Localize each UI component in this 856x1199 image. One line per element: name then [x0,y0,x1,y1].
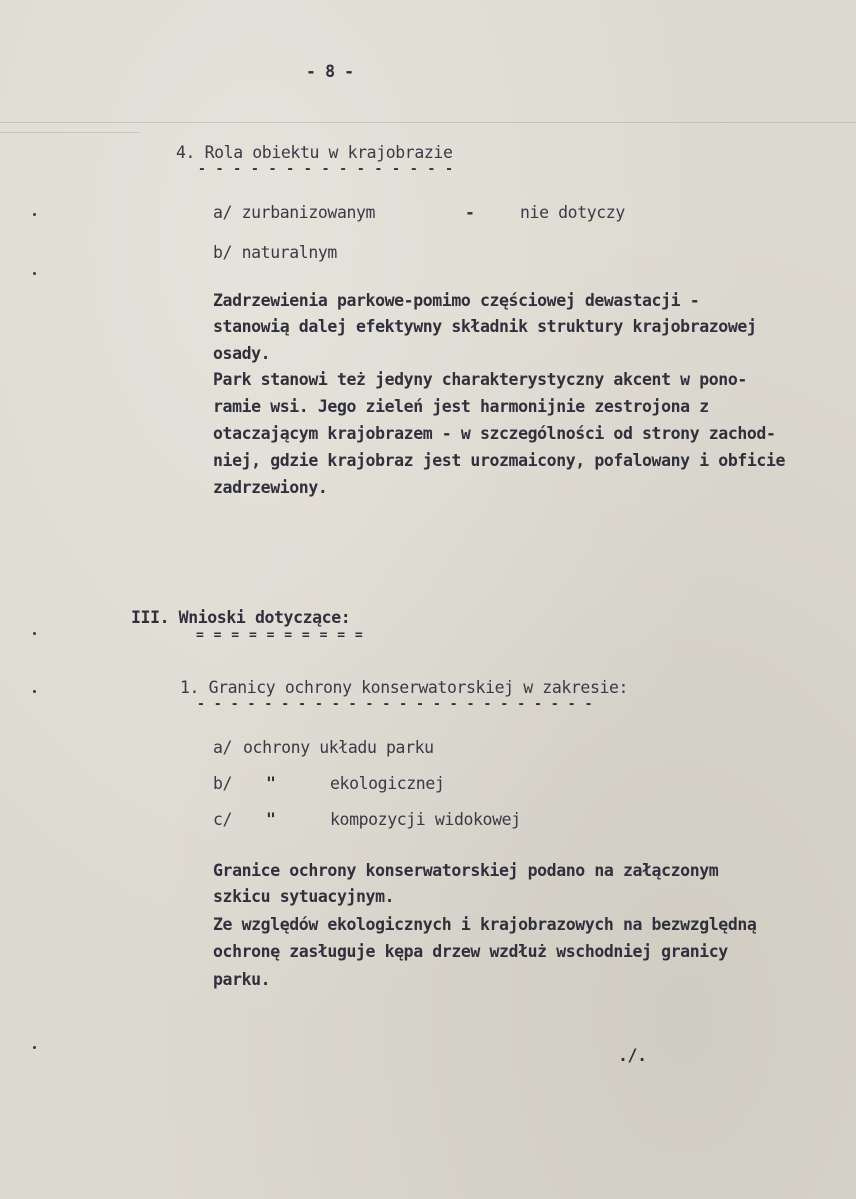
subsection-1-underline: - - - - - - - - - - - - - - - - - - - - - - - - [197,697,594,712]
list-item-text: kompozycji widokowej [330,810,521,829]
item-a-label: a/ zurbanizowanym [213,203,376,222]
page-number: - 8 - [306,62,354,81]
ditto-mark: " [266,774,276,793]
item-a-value: nie dotyczy [520,203,625,222]
page-fold-line [0,122,856,123]
subsection-1-paragraph-line: ochronę zasługuje kępa drzew wzdłuż wschodniej granicy [213,942,728,961]
section-4-paragraph-line: otaczającym krajobrazem - w szczególności od strony zachod- [213,424,776,443]
section-iii-heading: III. Wnioski dotyczące: [131,608,351,627]
section-4-paragraph-line: niej, gdzie krajobraz jest urozmaicony, pofalowany i obficie [213,451,786,470]
subsection-1-paragraph-line: parku. [213,970,271,989]
section-4-underline: - - - - - - - - - - - - - - - [198,162,454,177]
continuation-mark: ./. [618,1046,647,1065]
list-item-letter: b/ [213,774,233,793]
item-a-dash: - [465,203,475,222]
list-item-text: ochrony układu parku [243,738,434,757]
section-4-heading: 4. Rola obiektu w krajobrazie [176,143,453,162]
margin-dot [33,690,36,693]
page-fold-line-short [0,132,140,133]
list-item-text: ekologicznej [330,774,445,793]
margin-dot [33,272,36,275]
list-item-letter: c/ [213,810,233,829]
subsection-1-paragraph-line: szkicu sytuacyjnym. [213,887,395,906]
section-4-paragraph-line: Zadrzewienia parkowe-pomimo częściowej dewastacji - [213,291,700,310]
ditto-mark: " [266,810,276,829]
margin-dot [33,1046,36,1049]
subsection-1-paragraph-line: Ze względów ekologicznych i krajobrazowych na bezwzględną [213,915,757,934]
subsection-1-heading: 1. Granicy ochrony konserwatorskiej w zakresie: [180,678,629,697]
section-4-paragraph-line: zadrzewiony. [213,478,328,497]
margin-dot [33,213,36,216]
section-iii-underline: = = = = = = = = = = [196,628,364,643]
item-b-label: b/ naturalnym [213,243,337,262]
section-4-paragraph-line: stanowią dalej efektywny składnik struktury krajobrazowej [213,317,757,336]
section-4-paragraph-line: ramie wsi. Jego zieleń jest harmonijnie zestrojona z [213,397,709,416]
section-4-paragraph-line: Park stanowi też jedyny charakterystyczny akcent w pono- [213,370,747,389]
subsection-1-paragraph-line: Granice ochrony konserwatorskiej podano na załączonym [213,861,719,880]
section-4-paragraph-line: osady. [213,344,271,363]
margin-dot [33,632,36,635]
list-item-letter: a/ [213,738,233,757]
